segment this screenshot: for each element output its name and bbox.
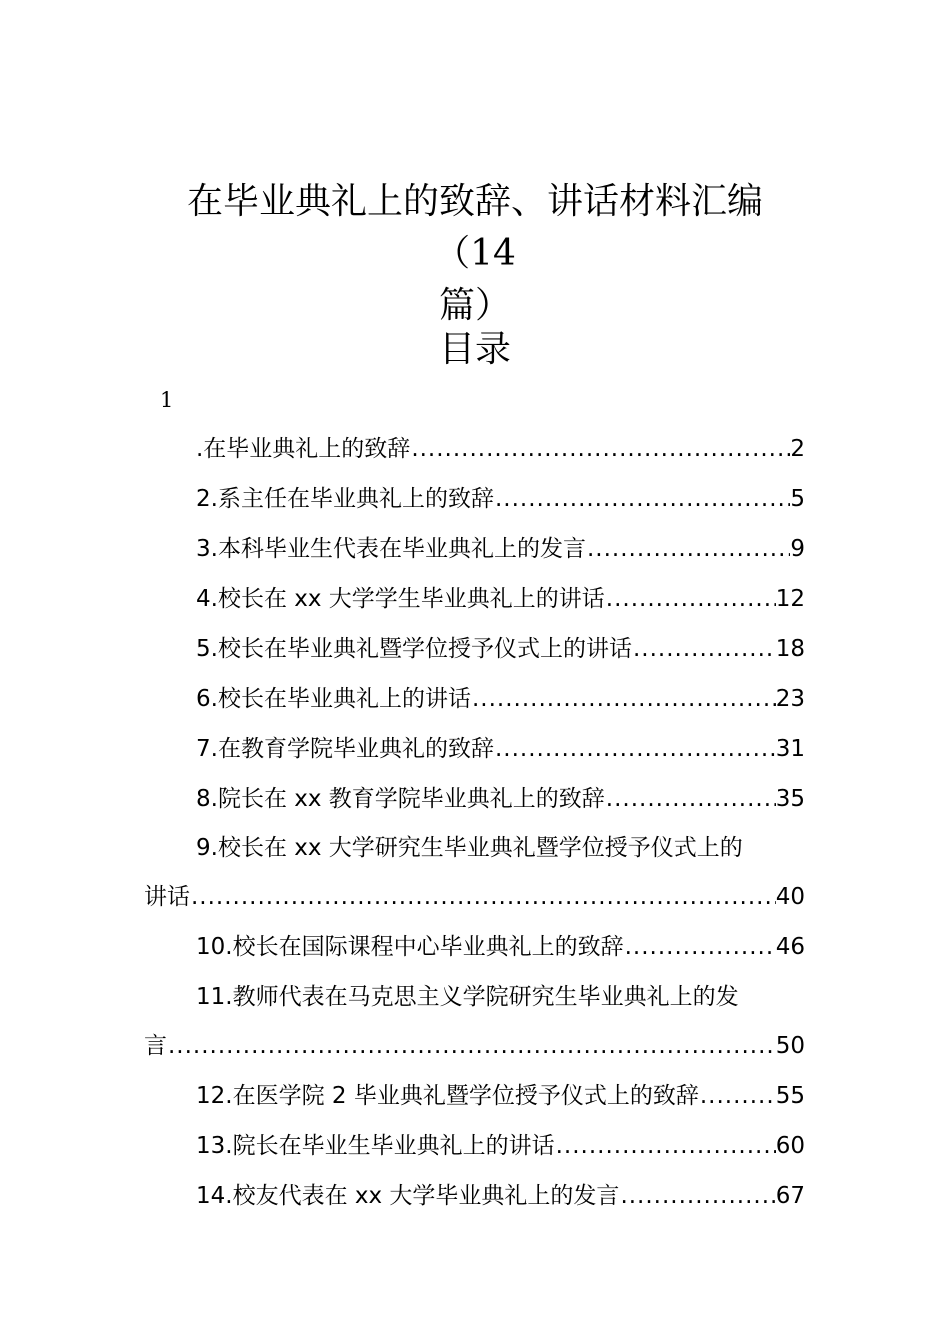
toc-leader-dots xyxy=(619,1179,775,1213)
toc-entry-page: 9 xyxy=(790,536,805,562)
toc-entry-page: 35 xyxy=(775,786,805,812)
toc-entry-page: 5 xyxy=(790,486,805,512)
toc-entry-3[interactable] xyxy=(196,532,805,566)
toc-entry-page: 60 xyxy=(775,1133,805,1159)
toc-leader-dots xyxy=(586,532,790,566)
toc-entry-title: 讲话 xyxy=(144,884,190,910)
toc-entry-title: 3.本科毕业生代表在毕业典礼上的发言 xyxy=(196,536,586,562)
toc-entry-11[interactable] xyxy=(144,1029,805,1063)
toc-entry-title: 10.校长在国际课程中心毕业典礼上的致辞 xyxy=(196,934,624,960)
toc-entry-7[interactable] xyxy=(196,732,805,766)
toc-entry-title: 14.校友代表在 xx 大学毕业典礼上的发言 xyxy=(196,1183,620,1209)
title-number: 14 xyxy=(470,233,516,274)
page-marker: 1 xyxy=(160,388,174,412)
toc-leader-dots xyxy=(410,432,790,466)
toc-leader-dots xyxy=(632,632,776,666)
toc-entry-13[interactable] xyxy=(196,1129,805,1163)
toc-entry-6[interactable] xyxy=(196,682,805,716)
toc-entry-title: 7.在教育学院毕业典礼的致辞 xyxy=(196,736,494,762)
document-title xyxy=(150,176,800,332)
toc-entry-title: 8.院长在 xx 教育学院毕业典礼上的致辞 xyxy=(196,786,605,812)
toc-leader-dots xyxy=(699,1079,776,1113)
toc-entry-9-line1[interactable]: 9.校长在 xx 大学研究生毕业典礼暨学位授予仪式上的 xyxy=(196,835,743,861)
toc-entry-page: 2 xyxy=(790,436,805,462)
toc-entry-title: 言 xyxy=(144,1033,167,1059)
title-line2: 篇） xyxy=(438,285,511,326)
toc-entry-page: 67 xyxy=(775,1183,805,1209)
toc-leader-dots xyxy=(494,732,776,766)
toc-entry-4[interactable] xyxy=(196,582,805,616)
toc-entry-title: 13.院长在毕业生毕业典礼上的讲话 xyxy=(196,1133,555,1159)
toc-entry-2[interactable] xyxy=(196,482,805,516)
toc-entry-1[interactable] xyxy=(196,432,805,466)
toc-entry-page: 18 xyxy=(775,636,805,662)
toc-leader-dots xyxy=(624,930,776,964)
toc-leader-dots xyxy=(471,682,776,716)
title-text: 在毕业典礼上的致辞、讲话材料汇编（ xyxy=(186,181,763,274)
toc-entry-10[interactable] xyxy=(196,930,805,964)
toc-entry-title: 4.校长在 xx 大学学生毕业典礼上的讲话 xyxy=(196,586,605,612)
toc-leader-dots xyxy=(555,1129,776,1163)
toc-entry-title: 12.在医学院 2 毕业典礼暨学位授予仪式上的致辞 xyxy=(196,1083,699,1109)
toc-entry-14[interactable] xyxy=(196,1179,805,1213)
toc-leader-dots xyxy=(605,782,776,816)
toc-entry-8[interactable] xyxy=(196,782,805,816)
toc-entry-title: 6.校长在毕业典礼上的讲话 xyxy=(196,686,471,712)
toc-entry-title: 5.校长在毕业典礼暨学位授予仪式上的讲话 xyxy=(196,636,632,662)
toc-heading: 目录 xyxy=(438,329,511,370)
toc-leader-dots xyxy=(167,1029,776,1063)
toc-entry-title: .在毕业典礼上的致辞 xyxy=(196,436,411,462)
toc-entry-page: 50 xyxy=(775,1033,805,1059)
toc-leader-dots xyxy=(605,582,776,616)
toc-entry-9[interactable] xyxy=(144,880,805,914)
toc-leader-dots xyxy=(494,482,790,516)
toc-entry-11-line1[interactable]: 11.教师代表在马克思主义学院研究生毕业典礼上的发 xyxy=(196,984,739,1010)
toc-entry-page: 23 xyxy=(775,686,805,712)
toc-entry-page: 40 xyxy=(775,884,805,910)
toc-entry-page: 12 xyxy=(775,586,805,612)
toc-leader-dots xyxy=(190,880,776,914)
toc-entry-page: 55 xyxy=(775,1083,805,1109)
toc-entry-page: 31 xyxy=(775,736,805,762)
toc-entry-title: 2.系主任在毕业典礼上的致辞 xyxy=(196,486,494,512)
toc-entry-12[interactable] xyxy=(196,1079,805,1113)
toc-entry-page: 46 xyxy=(775,934,805,960)
toc-entry-5[interactable] xyxy=(196,632,805,666)
